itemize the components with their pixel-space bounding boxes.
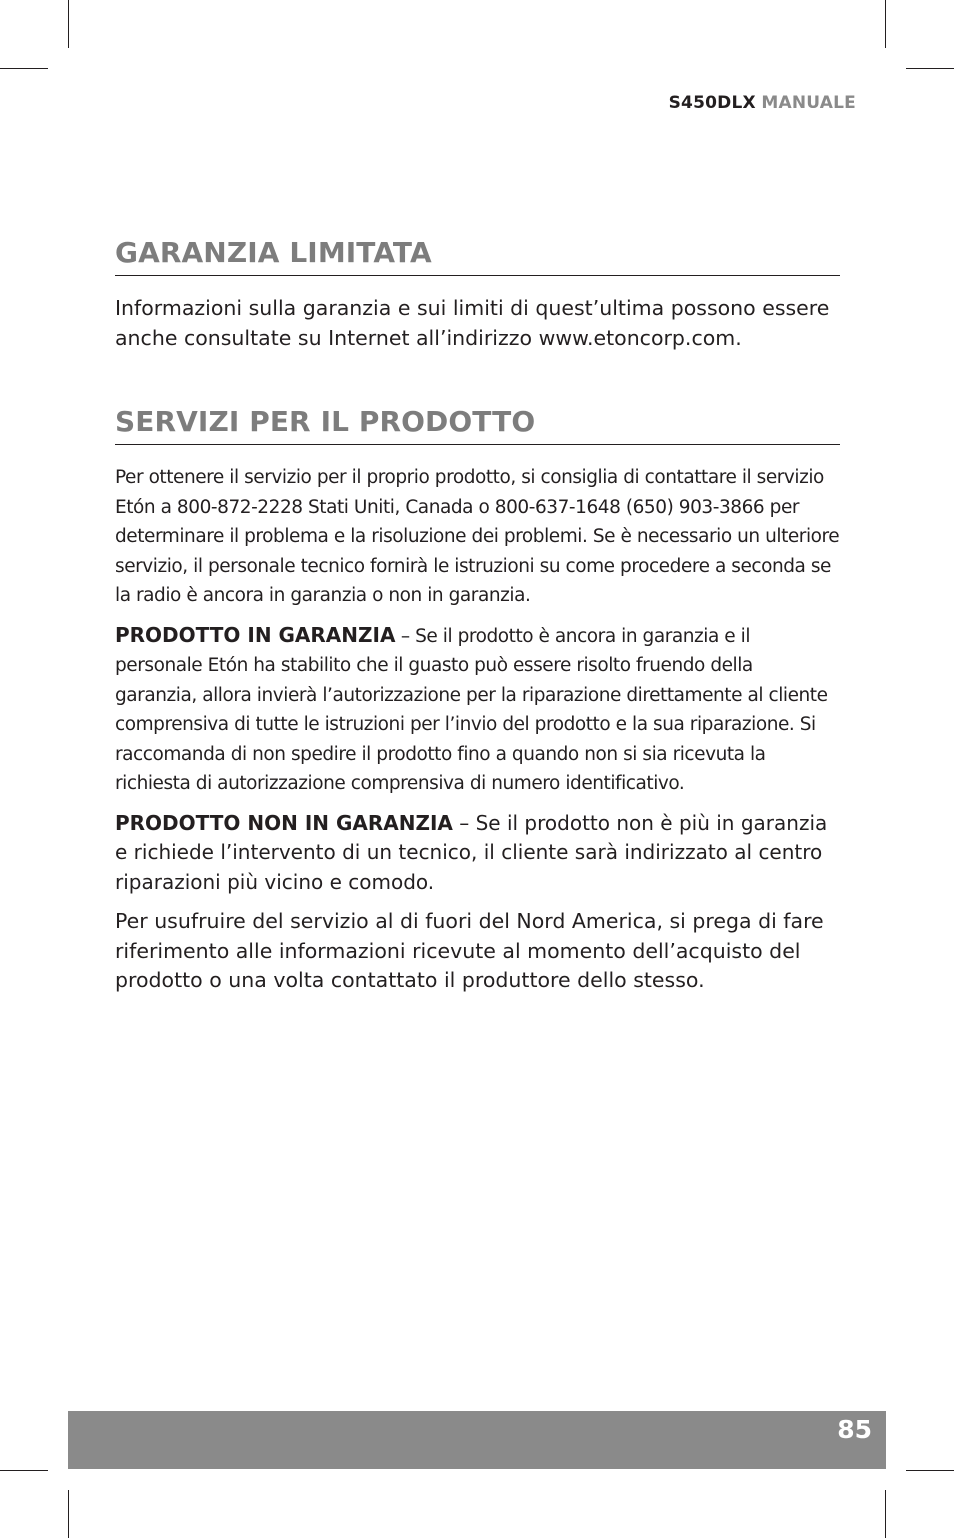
out-of-warranty-label: PRODOTTO NON IN GARANZIA — [115, 810, 453, 835]
crop-mark — [68, 1490, 69, 1538]
warranty-body: Informazioni sulla garanzia e sui limiti di quest’ultima possono essere anche consultate su Internet all’indirizzo www.etoncorp.com. — [115, 296, 830, 350]
page-footer-bar — [68, 1411, 886, 1469]
crop-mark — [885, 1490, 886, 1538]
crop-mark — [885, 0, 886, 48]
page-number: 85 — [837, 1415, 872, 1444]
out-of-warranty-paragraph — [115, 809, 840, 898]
model-name: S450DLX — [668, 93, 756, 113]
manual-label: MANUALE — [761, 93, 856, 113]
running-header — [669, 93, 856, 113]
crop-mark — [68, 0, 69, 48]
in-warranty-text: – Se il prodotto è ancora in garanzia e il personale Etón ha stabilito che il guasto può essere risolto fruendo della garanzia, allora invierà l’autorizzazione per la riparazione direttamente al cliente comprensiva di tutte le istruzioni per l’invio del prodotto e la sua riparazione. Si raccomanda di non spedire il prodotto fino a quando non si sia ricevuta la richiesta di autorizzazione comprensiva di numero identificativo. — [115, 625, 828, 794]
page-content — [115, 236, 840, 996]
in-warranty-paragraph — [115, 621, 840, 799]
outside-na-paragraph: Per usufruire del servizio al di fuori del Nord America, si prega di fare riferimento alle informazioni ricevute al momento dell’acquisto del prodotto o una volta contattato il produttore dello stesso. — [115, 909, 824, 992]
crop-mark — [906, 1470, 954, 1471]
crop-mark — [0, 68, 48, 69]
out-of-warranty-text: – Se il prodotto non è più in garanzia e richiede l’intervento di un tecnico, il cliente sarà indirizzato al centro riparazioni più vicino e comodo. — [115, 810, 828, 894]
services-title: SERVIZI PER IL PRODOTTO — [115, 405, 840, 445]
crop-mark — [0, 1470, 48, 1471]
crop-mark — [906, 68, 954, 69]
services-intro: Per ottenere il servizio per il proprio prodotto, si consiglia di contattare il servizio Etón a 800-872-2228 Stati Uniti, Canada o 800-637-1648 (650) 903-3866 per determinare il problema e la risoluzione dei problemi. Se è necessario un ulteriore servizio, il personale tecnico fornirà le istruzioni su come procedere a seconda se la radio è ancora in garanzia o non in garanzia. — [115, 467, 840, 606]
in-warranty-label: PRODOTTO IN GARANZIA — [115, 622, 396, 647]
warranty-title: GARANZIA LIMITATA — [115, 236, 840, 276]
